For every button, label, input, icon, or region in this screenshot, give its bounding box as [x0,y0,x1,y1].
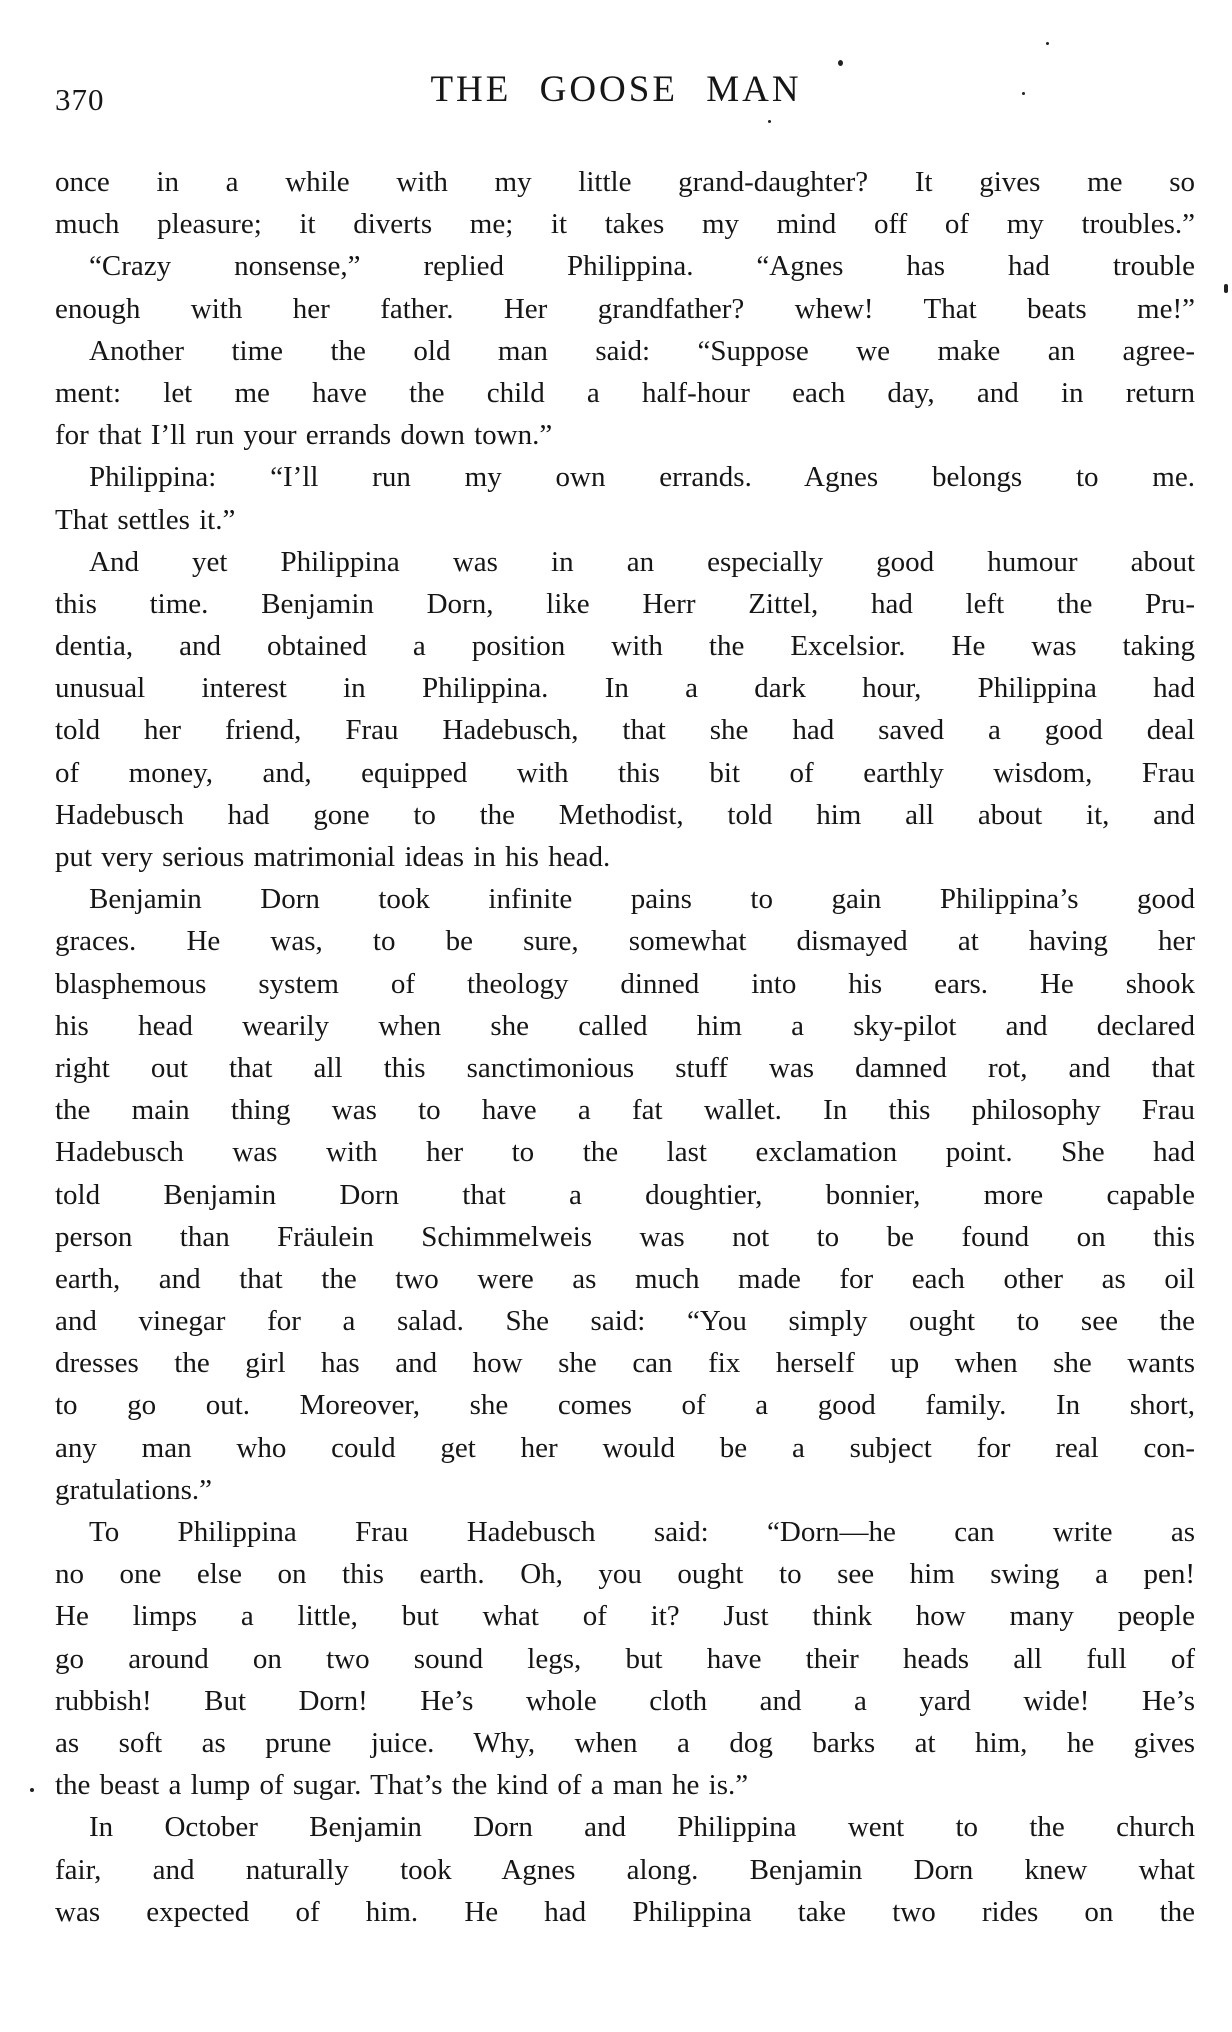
text-line: To Philippina Frau Hadebusch said: “Dorn—he can write as [89,1516,1195,1548]
text-line: as soft as prune juice. Why, when a dog barks at him, he gives [55,1726,1195,1759]
text-line: ment: let me have the child a half-hour each day, and in return [55,376,1195,409]
text-line: his head wearily when she called him a sky-pilot and declared [55,1009,1195,1042]
text-line: Hadebusch was with her to the last exclamation point. She had [55,1136,1195,1169]
scan-speck [30,1788,34,1792]
text-line: “Crazy nonsense,” replied Philippina. “Agnes has had trouble [89,250,1195,283]
scan-speck [768,120,771,123]
text-line: And yet Philippina was in an especially good humour about [89,545,1195,578]
text-line: person than Fräulein Schimmelweis was not to be found on this [55,1220,1195,1253]
text-line: right out that all this sanctimonious stuff was damned rot, and that [55,1051,1195,1084]
text-line: Benjamin Dorn took infinite pains to gain Philippina’s good [89,883,1195,916]
text-line: gratulations.” [55,1473,213,1506]
scan-speck [838,60,843,66]
text-line: this time. Benjamin Dorn, like Herr Zittel, had left the Pru- [55,587,1195,620]
text-line: told her friend, Frau Hadebusch, that she had saved a good deal [55,714,1195,747]
page-body [55,161,1195,1933]
text-line: the beast a lump of sugar. That’s the kind of a man he is.” [55,1769,749,1802]
text-line: to go out. Moreover, she comes of a good family. In short, [55,1389,1195,1422]
text-line: Another time the old man said: “Suppose we make an agree- [89,334,1195,367]
text-line: In October Benjamin Dorn and Philippina went to the church [89,1811,1195,1844]
text-line: put very serious matrimonial ideas in his head. [55,841,611,873]
text-line: dentia, and obtained a position with the Excelsior. He was taking [55,630,1195,663]
text-line: Philippina: “I’ll run my own errands. Agnes belongs to me. [89,461,1195,494]
scan-speck [1022,92,1025,95]
text-line: rubbish! But Dorn! He’s whole cloth and a yard wide! He’s [55,1684,1195,1717]
text-line: any man who could get her would be a subject for real con- [55,1431,1195,1464]
text-line: earth, and that the two were as much made for each other as oil [55,1262,1195,1295]
text-line: once in a while with my little grand-daughter? It gives me so [55,166,1195,198]
text-line: much pleasure; it diverts me; it takes my mind off of my troubles.” [55,208,1195,241]
text-line: was expected of him. He had Philippina take two rides on the [55,1895,1195,1928]
text-line: unusual interest in Philippina. In a dark hour, Philippina had [55,672,1195,705]
text-line: blasphemous system of theology dinned into his ears. He shook [55,967,1195,1000]
text-line: told Benjamin Dorn that a doughtier, bonnier, more capable [55,1178,1195,1211]
text-line: dresses the girl has and how she can fix herself up when she wants [55,1347,1195,1380]
scan-speck [1046,42,1049,45]
text-line: enough with her father. Her grandfather? whew! That beats me!” [55,292,1195,325]
page-number: 370 [55,82,105,117]
text-line: graces. He was, to be sure, somewhat dismayed at having her [55,925,1195,958]
text-line: He limps a little, but what of it? Just think how many people [55,1600,1195,1633]
text-line: and vinegar for a salad. She said: “You simply ought to see the [55,1305,1195,1338]
text-line: for that I’ll run your errands down town.” [55,419,553,452]
text-line: of money, and, equipped with this bit of earthly wisdom, Frau [55,756,1195,789]
text-line: That settles it.” [55,503,236,536]
text-line: Hadebusch had gone to the Methodist, told him all about it, and [55,798,1195,831]
text-line: fair, and naturally took Agnes along. Benjamin Dorn knew what [55,1853,1195,1886]
text-line: go around on two sound legs, but have their heads all full of [55,1642,1195,1675]
text-line: no one else on this earth. Oh, you ought to see him swing a pen! [55,1558,1195,1591]
text-line: the main thing was to have a fat wallet. In this philosophy Frau [55,1094,1195,1127]
scan-speck [1224,284,1228,293]
running-head: THE GOOSE MAN [430,69,802,110]
